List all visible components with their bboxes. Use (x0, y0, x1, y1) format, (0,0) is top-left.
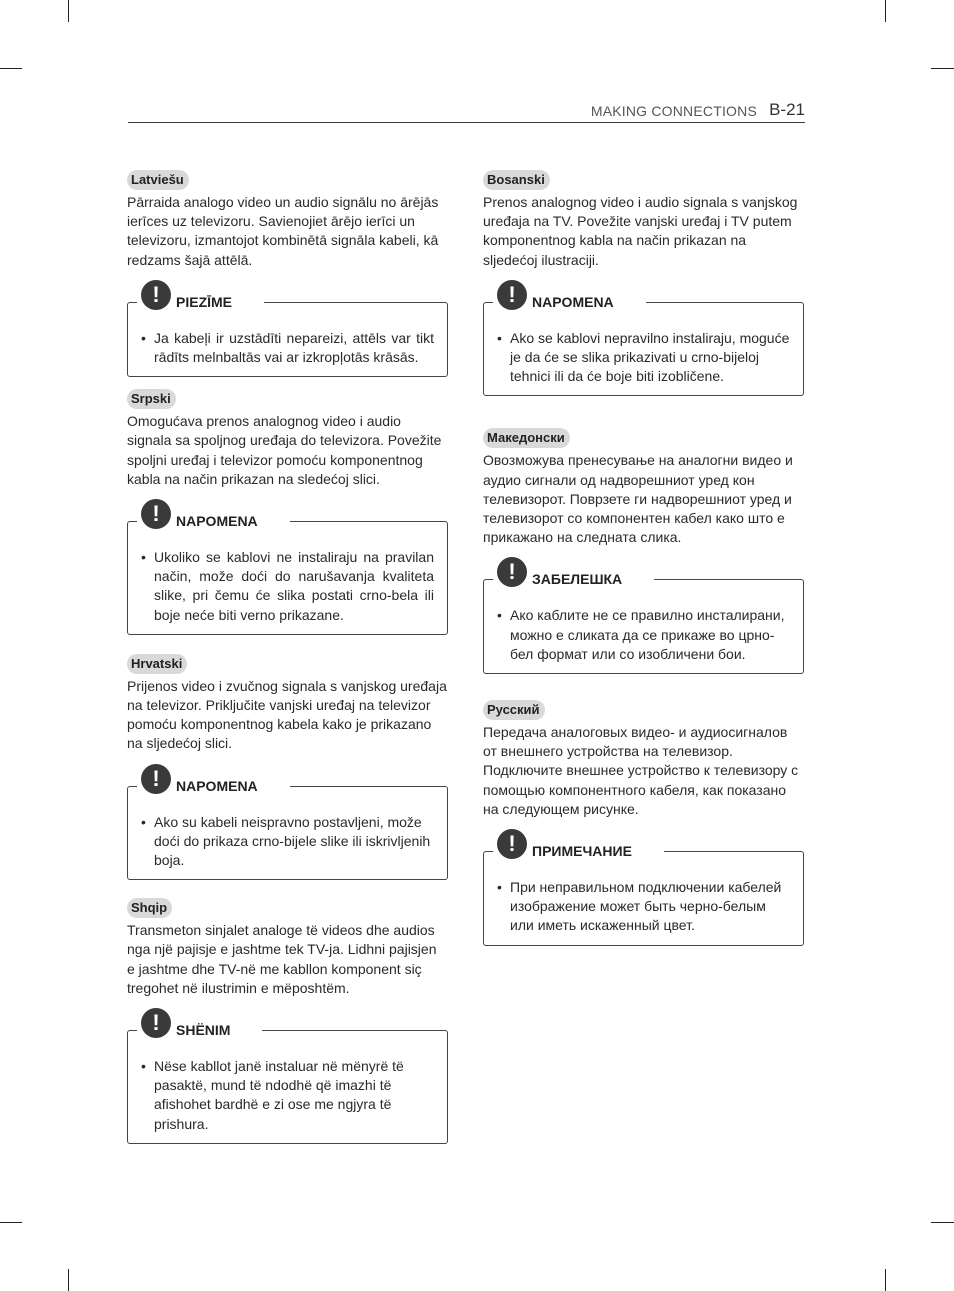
note-text: Ako se kablovi nepravilno instaliraju, moguće je da će se slika prikazivati u crno-bijeloj tehnici ili da će boje biti izobličene. (510, 329, 790, 385)
crop-mark (885, 1269, 886, 1291)
note-label: SHËNIM (176, 1022, 231, 1039)
language-tag: Srpski (127, 389, 176, 409)
note-label: NAPOMENA (532, 293, 614, 310)
note-box (127, 521, 448, 635)
note-label: ЗАБЕЛЕШКА (532, 571, 623, 588)
section-text: Овозможува пренесување на аналогни видео и аудио сигнали од надворешниот уред кон телевизорот. Поврзете ги надворешниот уред и телевизорот со компонентен кабел како што е прикажано на следната слика. (483, 452, 793, 546)
crop-mark (931, 1222, 954, 1223)
exclamation-icon: ! (497, 557, 527, 587)
note-box (127, 1030, 448, 1144)
crop-mark (68, 1269, 69, 1291)
section-text: Transmeton sinjalet analoge të videos dhe audios nga një pajisje e jashtme tek TV-ja. Lidhni pajisjen e jashtme dhe TV-në me kabllon komponent siç tregohet në ilustrimin e mëposhtëm. (127, 922, 437, 996)
note-label: NAPOMENA (176, 513, 258, 530)
note-item (497, 606, 790, 664)
bullet-icon: • (497, 329, 502, 346)
language-tag: Bosanski (483, 170, 550, 190)
language-tag: Русский (483, 700, 545, 720)
exclamation-icon: ! (497, 280, 527, 310)
section-text: Prenos analognog video i audio signala s vanjskog uređaja na TV. Povežite vanjski uređaj i TV putem komponentnog kabla na način prikazan na sljedećoj ilustraciji. (483, 194, 798, 268)
bullet-icon: • (141, 549, 146, 566)
section-text: Prijenos video i zvučnog signala s vanjskog uređaja na televizor. Priključite vanjski uređaj na televizor pomoću komponentnog kabela kako je prikazano na sljedećoj slici. (127, 677, 447, 752)
note-text: Nëse kabllot janë instaluar në mënyrë të pasaktë, mund të ndodhë që imazhi të afishohet bardhë e zi ose me ngjyra të prishura. (154, 1058, 404, 1132)
note-header (493, 831, 664, 866)
note-item (497, 329, 790, 387)
note-block (127, 501, 448, 635)
section-text: Pārraida analogo video un audio signālu no ārējās ierīces uz televizoru. Savienojiet ārējo ierīci un televizoru, izmantojot kombinētā signāla kabeli, kā redzams šajā attēlā. (127, 194, 439, 268)
note-item (141, 813, 434, 871)
left-column (127, 170, 448, 1144)
section-text: Передача аналоговых видео- и аудиосигналов от внешнего устройства на телевизор. Подключите внешнее устройство к телевизору с помощью компонентного кабеля, как показано на следующем рисунке. (483, 724, 799, 817)
language-section-croatian (127, 654, 448, 880)
crop-mark (0, 1222, 22, 1223)
language-tag: Македонски (483, 428, 570, 448)
language-section-bosnian (483, 170, 804, 396)
exclamation-icon: ! (497, 829, 527, 859)
bullet-icon: • (141, 329, 146, 346)
note-block (127, 281, 448, 377)
language-tag: Shqip (127, 898, 172, 918)
note-label: ПРИМЕЧАНИЕ (532, 843, 632, 860)
section-title: MAKING CONNECTIONS (590, 103, 757, 119)
note-header (137, 501, 290, 536)
note-text: При неправильном подключении кабелей изображение может быть черно-белым или иметь искаженный цвет. (510, 879, 782, 934)
note-text: Ако каблите не се правилно инсталирани, можно е сликата да се прикаже во црно-бел формат или со изобличени бои. (510, 607, 785, 662)
language-section-serbian (127, 389, 448, 635)
language-tag: Hrvatski (127, 654, 187, 674)
note-header (137, 765, 290, 801)
exclamation-icon: ! (141, 764, 171, 794)
note-item (497, 878, 790, 936)
language-section-russian (483, 700, 804, 946)
crop-mark (0, 68, 22, 69)
exclamation-icon: ! (141, 1008, 171, 1038)
note-block (483, 281, 804, 397)
language-section-latvian (127, 170, 448, 377)
note-text: Ako su kabeli neispravno postavljeni, može doći do prikaza crno-bijele slike ili iskrivljenih boja. (154, 813, 431, 869)
page-header (128, 100, 805, 123)
note-header (493, 281, 646, 317)
exclamation-icon: ! (141, 280, 171, 310)
note-text: Ja kabeļi ir uzstādīti nepareizi, attēls var tikt rādīts melnbaltās vai ar izkropļotās krāsās. (154, 329, 434, 366)
language-tag: Latviešu (127, 170, 189, 190)
note-block (483, 559, 804, 674)
note-item (141, 1057, 434, 1134)
note-label: PIEZĪME (176, 293, 233, 310)
note-item (141, 548, 434, 625)
bullet-icon: • (497, 607, 502, 624)
crop-mark (931, 68, 954, 69)
crop-mark (68, 0, 69, 22)
note-block (483, 831, 804, 946)
bullet-icon: • (141, 813, 146, 830)
page-number: B-21 (769, 100, 805, 119)
language-section-macedonian (483, 428, 804, 674)
note-text: Ukoliko se kablovi ne instaliraju na pravilan način, može doći do narušavanja kvaliteta slike, pri čemu će slika postati crno-bela ili boje neće biti verno prikazane. (154, 549, 434, 623)
note-item (141, 329, 434, 367)
note-block (127, 765, 448, 881)
note-header (137, 281, 264, 317)
right-column (483, 170, 804, 946)
language-section-albanian (127, 898, 448, 1144)
note-block (127, 1010, 448, 1144)
note-header (493, 559, 654, 594)
section-text: Omogućava prenos analognog video i audio signala sa spoljnog uređaja do televizora. Povežite spoljni uređaj i televizor pomoću komponentnog kabla na način prikazan na sledećoj slici. (127, 413, 442, 487)
bullet-icon: • (141, 1058, 146, 1075)
crop-mark (885, 0, 886, 22)
exclamation-icon: ! (141, 499, 171, 529)
bullet-icon: • (497, 879, 502, 896)
note-label: NAPOMENA (176, 777, 258, 794)
note-header (137, 1010, 262, 1045)
